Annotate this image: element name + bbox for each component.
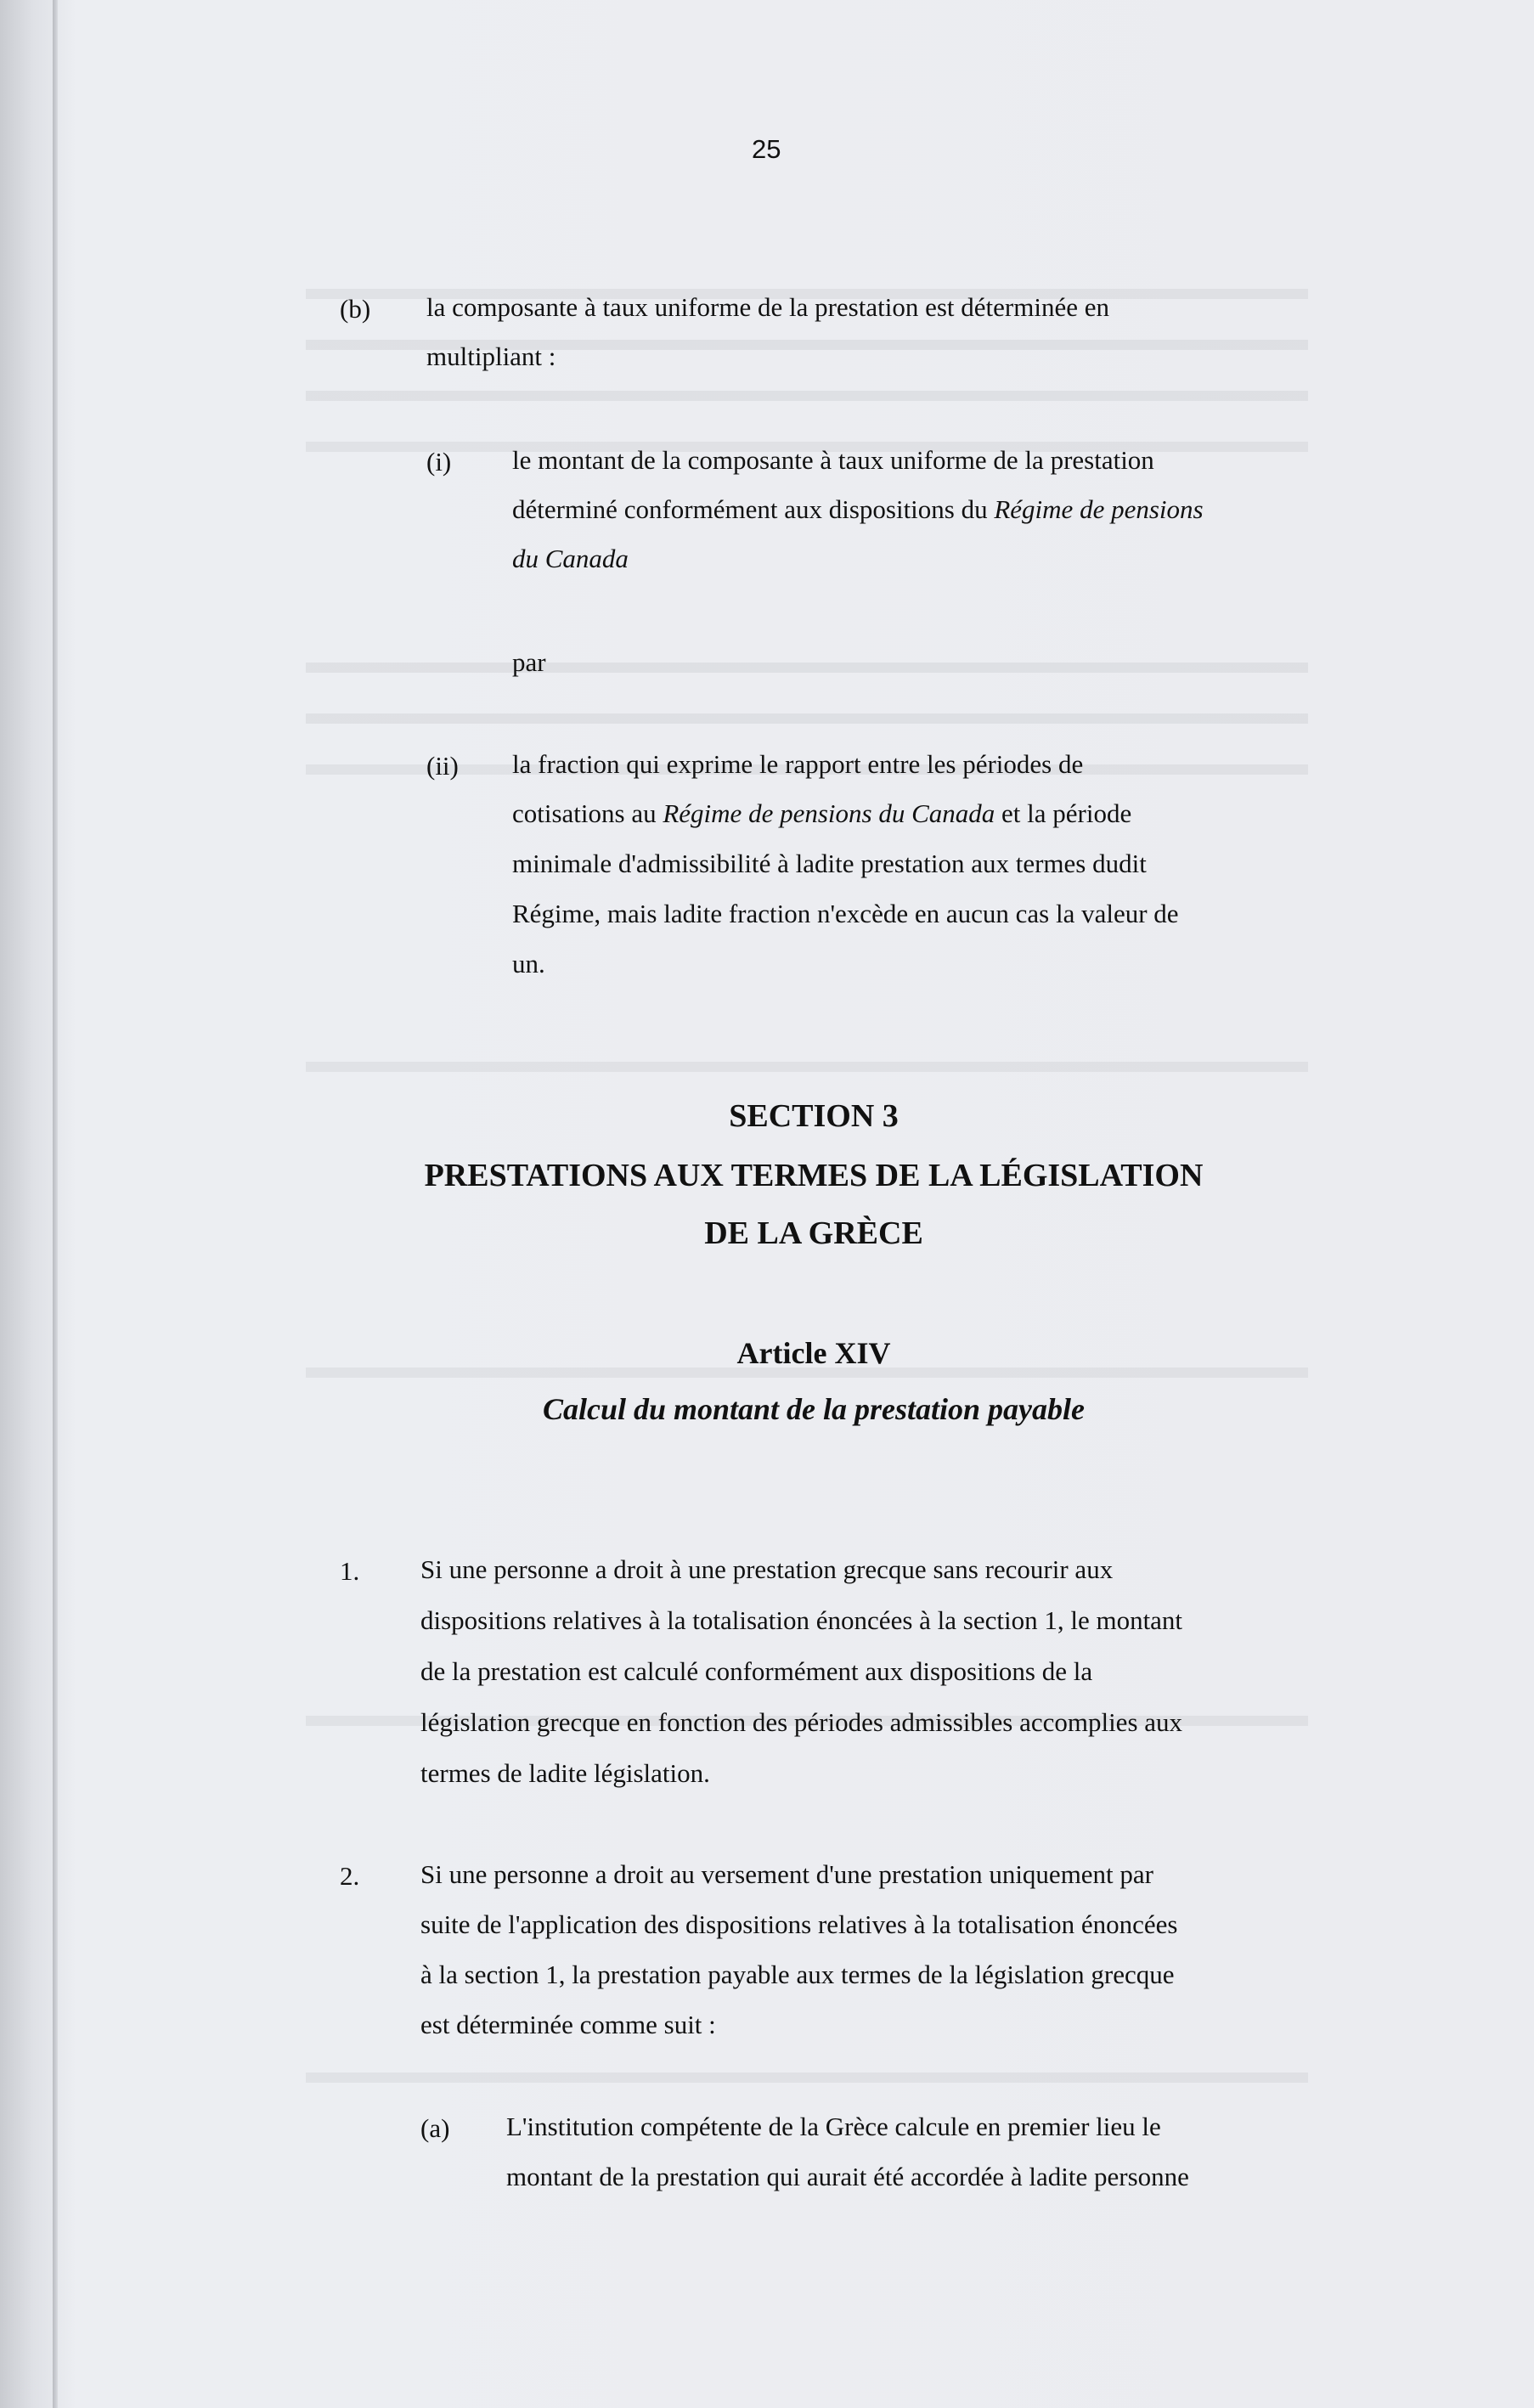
item-i-line-3 <box>512 533 629 584</box>
clause-a-line-1: L'institution compétente de la Grèce calcule en premier lieu le <box>506 2112 1161 2141</box>
item-ii-label: (ii) <box>426 751 459 781</box>
paragraph-2-line-4: est déterminée comme suit : <box>420 2010 716 2039</box>
paragraph-1-line-5: termes de ladite législation. <box>420 1758 710 1788</box>
par-connector: par <box>512 647 546 677</box>
item-ii-line-2 <box>512 788 1131 839</box>
item-ii-line-2-post: et la période <box>995 798 1132 828</box>
page-number: 25 <box>752 134 781 164</box>
clause-a-label: (a) <box>420 2113 450 2143</box>
paragraph-2-label: 2. <box>340 1861 360 1891</box>
paragraph-1-line-2: dispositions relatives à la totalisation énoncées à la section 1, le montant <box>420 1605 1183 1635</box>
paragraph-1-label: 1. <box>340 1556 360 1586</box>
item-i-line-2-text: déterminé conformément aux dispositions du <box>512 494 995 524</box>
section-number: SECTION 3 <box>729 1098 899 1134</box>
item-i-line-1: le montant de la composante à taux uniforme de la prestation <box>512 445 1154 475</box>
clause-b-line-2: multipliant : <box>426 341 556 371</box>
paragraph-1-line-1: Si une personne a droit à une prestation grecque sans recourir aux <box>420 1554 1114 1584</box>
item-ii-line-2-italic: Régime de pensions du Canada <box>663 798 995 828</box>
section-title-line-1: PRESTATIONS AUX TERMES DE LA LÉGISLATION <box>424 1158 1204 1193</box>
item-ii-line-5: un. <box>512 949 545 978</box>
clause-b-label: (b) <box>340 294 371 324</box>
section-title-line-2: DE LA GRÈCE <box>704 1215 923 1251</box>
article-number: Article XIV <box>736 1336 891 1370</box>
paragraph-2-line-2: suite de l'application des dispositions relatives à la totalisation énoncées <box>420 1909 1178 1939</box>
paragraph-1-line-3: de la prestation est calculé conformément aux dispositions de la <box>420 1656 1093 1686</box>
item-i-label: (i) <box>426 447 452 477</box>
article-subtitle: Calcul du montant de la prestation payable <box>542 1392 1086 1426</box>
item-i-line-3-italic: du Canada <box>512 544 629 573</box>
clause-a-line-2: montant de la prestation qui aurait été accordée à ladite personne <box>506 2162 1189 2191</box>
item-ii-line-1: la fraction qui exprime le rapport entre les périodes de <box>512 749 1084 779</box>
paragraph-2-line-3: à la section 1, la prestation payable aux termes de la législation grecque <box>420 1960 1175 1989</box>
paragraph-2-line-1: Si une personne a droit au versement d'une prestation uniquement par <box>420 1859 1154 1889</box>
item-ii-line-3: minimale d'admissibilité à ladite prestation aux termes dudit <box>512 849 1147 878</box>
item-i-line-2 <box>512 484 1204 535</box>
item-i-line-2-italic: Régime de pensions <box>994 494 1204 524</box>
item-ii-line-2-pre: cotisations au <box>512 798 663 828</box>
clause-b-line-1: la composante à taux uniforme de la prestation est déterminée en <box>426 292 1109 322</box>
paragraph-1-line-4: législation grecque en fonction des périodes admissibles accomplies aux <box>420 1707 1183 1737</box>
item-ii-line-4: Régime, mais ladite fraction n'excède en aucun cas la valeur de <box>512 899 1179 928</box>
